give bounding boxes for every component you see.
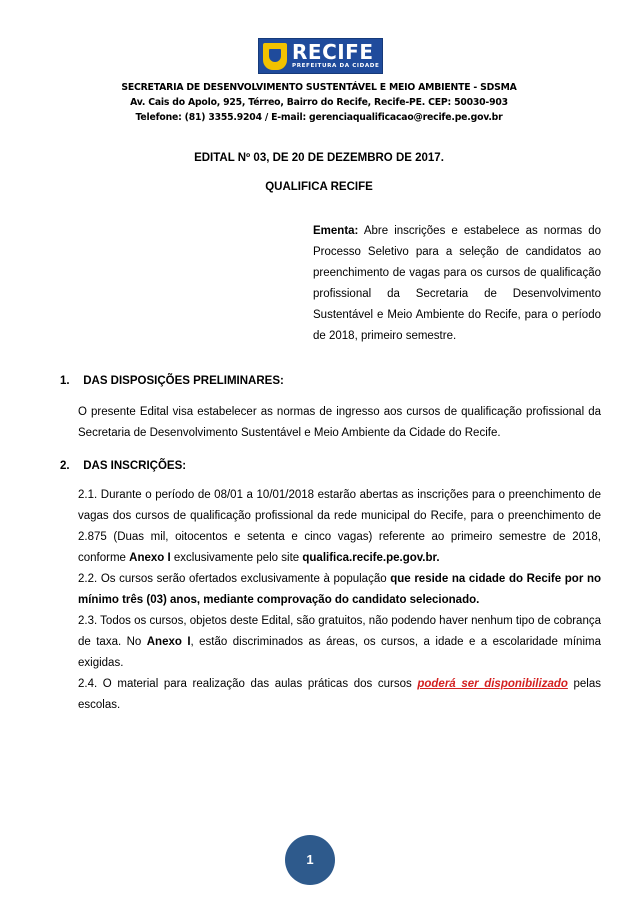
org-contact: Telefone: (81) 3355.9204 / E-mail: gerenciaqualificacao@recife.pe.gov.br <box>135 112 503 123</box>
paragraph-2-3 <box>78 611 601 674</box>
residency-requirement: que reside na cidade do Recife por no mínimo três (03) anos, mediante comprovação do candidato selecionado. <box>78 573 601 606</box>
edital-subtitle: QUALIFICA RECIFE <box>265 181 373 193</box>
paragraph-2-2-text: 2.2. Os cursos serão ofertados exclusivamente à população <box>78 573 391 585</box>
paragraph-2-1-text: 2.1. Durante o período de 08/01 a 10/01/2018 estarão abertas as inscrições para o preenchimento de vagas dos cursos de qualificação profissional da rede municipal do Recife, para o preenchimento de 2.875 (Duas mil, oitocentos e setenta e cinco vagas) referente ao primeiro semestre de 2018, conforme <box>78 489 601 564</box>
recife-logo <box>258 38 383 74</box>
paragraph-2-4-text: 2.4. O material para realização das aulas práticas dos cursos <box>78 678 418 690</box>
section-1-number: 1. <box>60 375 70 387</box>
ementa-label: Ementa: <box>313 225 359 237</box>
logo-wordmark: RECIFE <box>292 40 374 64</box>
section-1-heading <box>60 375 284 387</box>
section-1-title: DAS DISPOSIÇÕES PRELIMINARES: <box>83 375 284 387</box>
annex-reference: Anexo I <box>129 552 171 564</box>
edital-title: EDITAL Nº 03, DE 20 DE DEZEMBRO DE 2017. <box>194 152 444 164</box>
annex-reference: Anexo I <box>146 636 191 648</box>
section-2-title: DAS INSCRIÇÕES: <box>83 460 187 472</box>
paragraph-2-3-text: 2.3. Todos os cursos, objetos deste Edital, são gratuitos, não podendo haver nenhum tipo de cobrança de taxa. No <box>78 615 601 648</box>
org-name: SECRETARIA DE DESENVOLVIMENTO SUSTENTÁVEL E MEIO AMBIENTE - SDSMA <box>121 82 517 93</box>
paragraph-2-2 <box>78 569 601 611</box>
paragraph-2-4-end: pelas escolas. <box>78 678 601 711</box>
section-2-number: 2. <box>60 460 70 472</box>
paragraph-2-1-mid: exclusivamente pelo site <box>170 552 303 564</box>
section-2-heading <box>60 460 186 472</box>
section-1-paragraph: O presente Edital visa estabelecer as normas de ingresso aos cursos de qualificação profissional da Secretaria de Desenvolvimento Sustentável e Meio Ambiente da Cidade do Recife. <box>78 406 601 439</box>
highlighted-phrase: poderá ser disponibilizado <box>417 678 568 690</box>
ementa-block <box>313 221 601 347</box>
paragraph-2-1 <box>78 485 601 569</box>
city-crest-icon <box>263 43 287 70</box>
page-number-badge: 1 <box>285 835 335 885</box>
site-reference: qualifica.recife.pe.gov.br. <box>302 552 440 564</box>
ementa-text: Abre inscrições e estabelece as normas do Processo Seletivo para a seleção de candidatos ao preenchimento de vagas para os cursos de qualificação profissional da Secretaria de Desenvolvimento Sustentável e Meio Ambiente do Recife, para o período de 2018, primeiro semestre. <box>313 225 601 342</box>
logo-subtext: PREFEITURA DA CIDADE <box>292 63 380 69</box>
paragraph-2-3-end: , estão discriminados as áreas, os cursos, a idade e a escolaridade mínima exigidas. <box>78 636 601 669</box>
paragraph-2-4 <box>78 674 601 716</box>
org-address: Av. Cais do Apolo, 925, Térreo, Bairro do Recife, Recife-PE. CEP: 50030-903 <box>130 97 508 108</box>
